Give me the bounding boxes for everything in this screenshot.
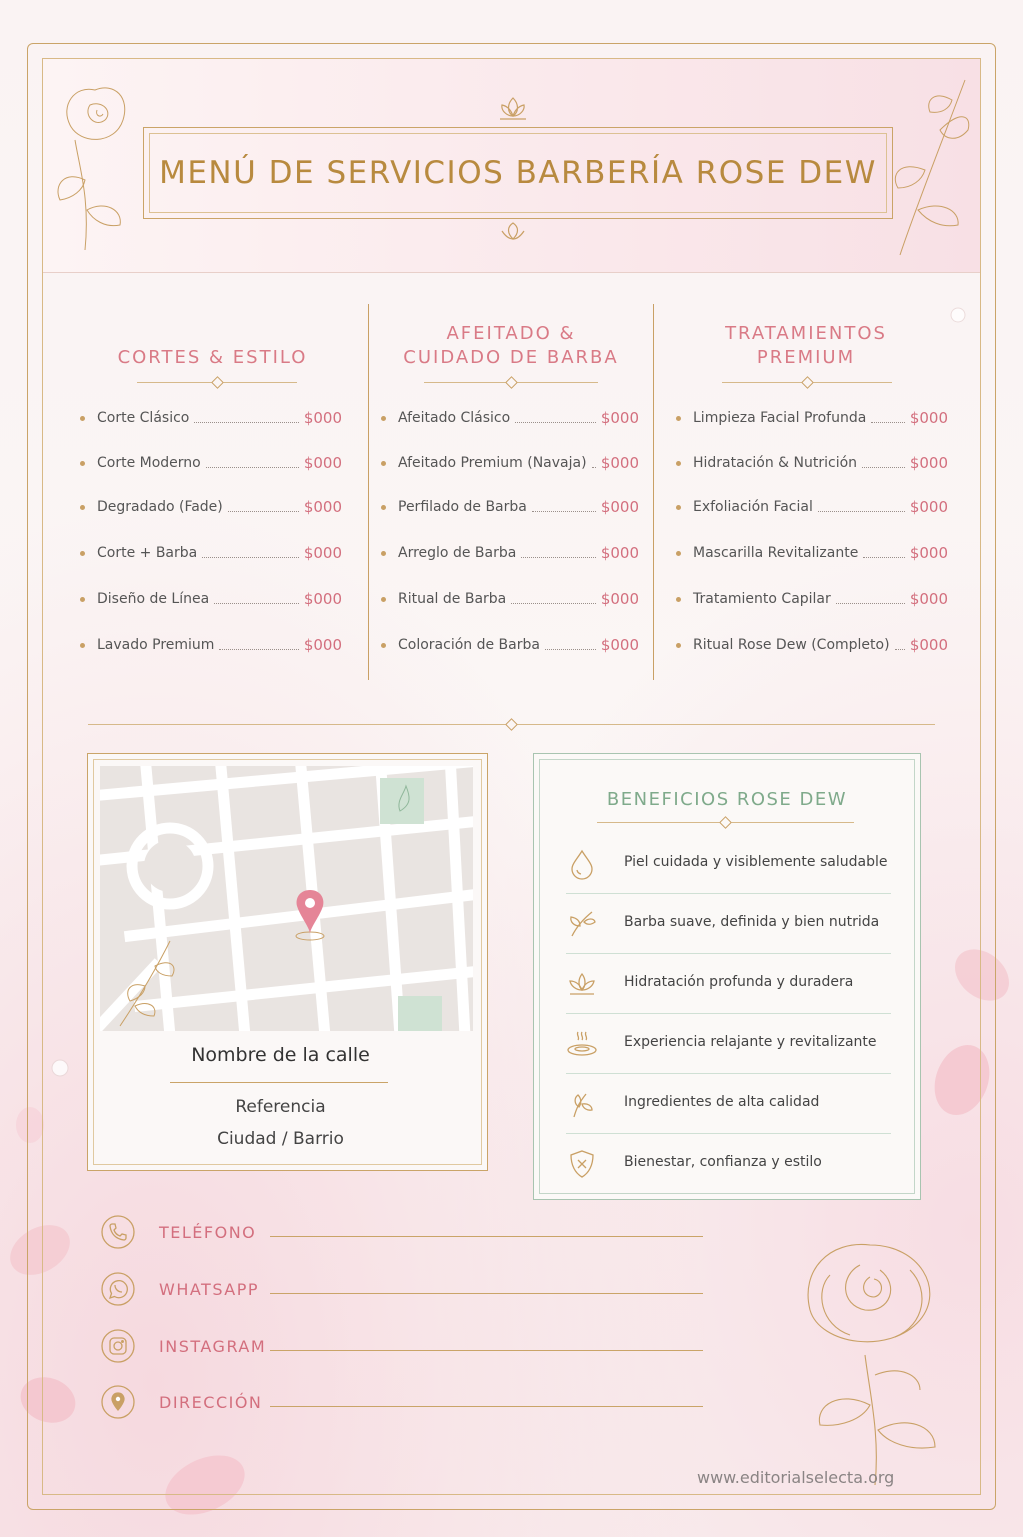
contact-label: DIRECCIÓN	[159, 1393, 263, 1412]
contact-row-address	[100, 1382, 705, 1422]
service-price: $000	[600, 636, 639, 654]
service-name: Tratamiento Capilar	[693, 591, 831, 607]
service-price: $000	[909, 498, 948, 516]
service-name: Ritual de Barba	[398, 591, 507, 607]
service-price: $000	[600, 544, 639, 562]
service-price: $000	[600, 590, 639, 608]
benefit-item	[566, 894, 891, 954]
service-price: $000	[909, 590, 948, 608]
service-item	[676, 408, 948, 428]
benefit-text: Experiencia relajante y revitalizante	[624, 1034, 877, 1050]
service-item	[381, 497, 639, 517]
service-item	[381, 453, 639, 473]
benefits-title: BENEFICIOS ROSE DEW	[606, 789, 848, 810]
column-divider	[368, 304, 369, 680]
instagram-icon	[100, 1328, 136, 1364]
lotus-ornament-top	[498, 94, 528, 127]
service-price: $000	[909, 636, 948, 654]
service-item	[381, 408, 639, 428]
leaf-sprig-decoration	[110, 936, 180, 1031]
column-divider	[653, 304, 654, 680]
steam-bowl-icon	[566, 1028, 598, 1060]
benefit-item	[566, 1134, 891, 1194]
rose-illustration-bottom-right	[770, 1215, 980, 1490]
service-name: Hidratación & Nutrición	[693, 455, 858, 471]
service-price: $000	[600, 498, 639, 516]
benefits-card	[533, 753, 921, 1200]
service-item	[676, 589, 948, 609]
service-name: Limpieza Facial Profunda	[693, 410, 867, 426]
benefit-text: Ingredientes de alta calidad	[624, 1094, 820, 1110]
service-item	[80, 453, 342, 473]
service-item	[676, 453, 948, 473]
service-item	[676, 497, 948, 517]
service-item	[80, 497, 342, 517]
service-item	[381, 543, 639, 563]
contact-write-line	[270, 1406, 703, 1407]
footer-website[interactable]: www.editorialselecta.org	[697, 1468, 895, 1487]
service-name: Afeitado Clásico	[398, 410, 511, 426]
whatsapp-icon	[100, 1271, 136, 1307]
contact-write-line	[270, 1350, 703, 1351]
lotus-ornament-bottom	[498, 221, 528, 250]
contact-label: TELÉFONO	[159, 1223, 257, 1242]
benefit-text: Barba suave, definida y bien nutrida	[624, 914, 880, 930]
contact-row-phone	[100, 1212, 705, 1252]
column-title-rule	[424, 382, 598, 383]
service-item	[676, 635, 948, 655]
service-price: $000	[303, 544, 342, 562]
street-name: Nombre de la calle	[191, 1044, 370, 1066]
service-price: $000	[909, 409, 948, 427]
column-title-cortes: CORTES & ESTILO	[117, 347, 308, 368]
service-item	[80, 635, 342, 655]
location-rule	[170, 1082, 388, 1083]
service-name: Afeitado Premium (Navaja)	[398, 455, 587, 471]
service-item	[676, 543, 948, 563]
service-price: $000	[909, 544, 948, 562]
service-name: Corte Moderno	[97, 455, 201, 471]
contact-row-whatsapp	[100, 1269, 705, 1309]
service-price: $000	[303, 409, 342, 427]
benefit-text: Bienestar, confianza y estilo	[624, 1154, 822, 1170]
service-name: Corte + Barba	[97, 545, 198, 561]
column-title-rule	[137, 382, 297, 383]
location-card	[87, 753, 488, 1171]
service-name: Ritual Rose Dew (Completo)	[693, 637, 890, 653]
service-name: Lavado Premium	[97, 637, 215, 653]
location-pin-icon	[292, 886, 328, 942]
contact-label: INSTAGRAM	[159, 1337, 267, 1356]
service-item	[80, 408, 342, 428]
location-city: Ciudad / Barrio	[217, 1129, 344, 1149]
benefit-item	[566, 954, 891, 1014]
column-title-rule	[722, 382, 892, 383]
lotus-icon	[566, 968, 598, 1000]
service-price: $000	[303, 498, 342, 516]
contact-row-instagram	[100, 1326, 705, 1366]
column-title-tratamientos: TRATAMIENTOS PREMIUM	[725, 323, 887, 368]
shield-icon	[566, 1148, 598, 1180]
map-image	[100, 766, 473, 1031]
service-name: Arreglo de Barba	[398, 545, 517, 561]
service-item	[381, 589, 639, 609]
service-price: $000	[909, 454, 948, 472]
service-price: $000	[600, 454, 639, 472]
leaf-icon	[566, 908, 598, 940]
benefit-item	[566, 1074, 891, 1134]
drop-icon	[566, 848, 598, 880]
benefit-item	[566, 834, 891, 894]
service-item	[80, 543, 342, 563]
rose-illustration-top-left	[45, 70, 150, 260]
contact-label: WHATSAPP	[159, 1280, 260, 1299]
contact-write-line	[270, 1293, 703, 1294]
page-title: MENÚ DE SERVICIOS BARBERÍA ROSE DEW	[159, 155, 877, 191]
benefits-title-rule	[597, 822, 854, 823]
contact-write-line	[270, 1236, 703, 1237]
section-divider	[88, 724, 935, 725]
service-price: $000	[600, 409, 639, 427]
leaves-illustration-top-right	[880, 70, 975, 260]
benefit-item	[566, 1014, 891, 1074]
service-price: $000	[303, 636, 342, 654]
location-reference: Referencia	[235, 1097, 326, 1117]
sprout-icon	[566, 1088, 598, 1120]
location-pin-icon	[100, 1384, 136, 1420]
service-item	[381, 635, 639, 655]
service-item	[80, 589, 342, 609]
phone-icon	[100, 1214, 136, 1250]
benefit-text: Piel cuidada y visiblemente saludable	[624, 854, 888, 870]
title-box	[143, 127, 893, 219]
benefit-text: Hidratación profunda y duradera	[624, 974, 854, 990]
service-name: Diseño de Línea	[97, 591, 210, 607]
service-name: Degradado (Fade)	[97, 499, 223, 515]
service-price: $000	[303, 590, 342, 608]
column-title-afeitado: AFEITADO & CUIDADO DE BARBA	[403, 323, 619, 368]
service-name: Corte Clásico	[97, 410, 190, 426]
service-name: Perfilado de Barba	[398, 499, 527, 515]
service-name: Mascarilla Revitalizante	[693, 545, 859, 561]
service-name: Exfoliación Facial	[693, 499, 813, 515]
service-name: Coloración de Barba	[398, 637, 540, 653]
service-price: $000	[303, 454, 342, 472]
